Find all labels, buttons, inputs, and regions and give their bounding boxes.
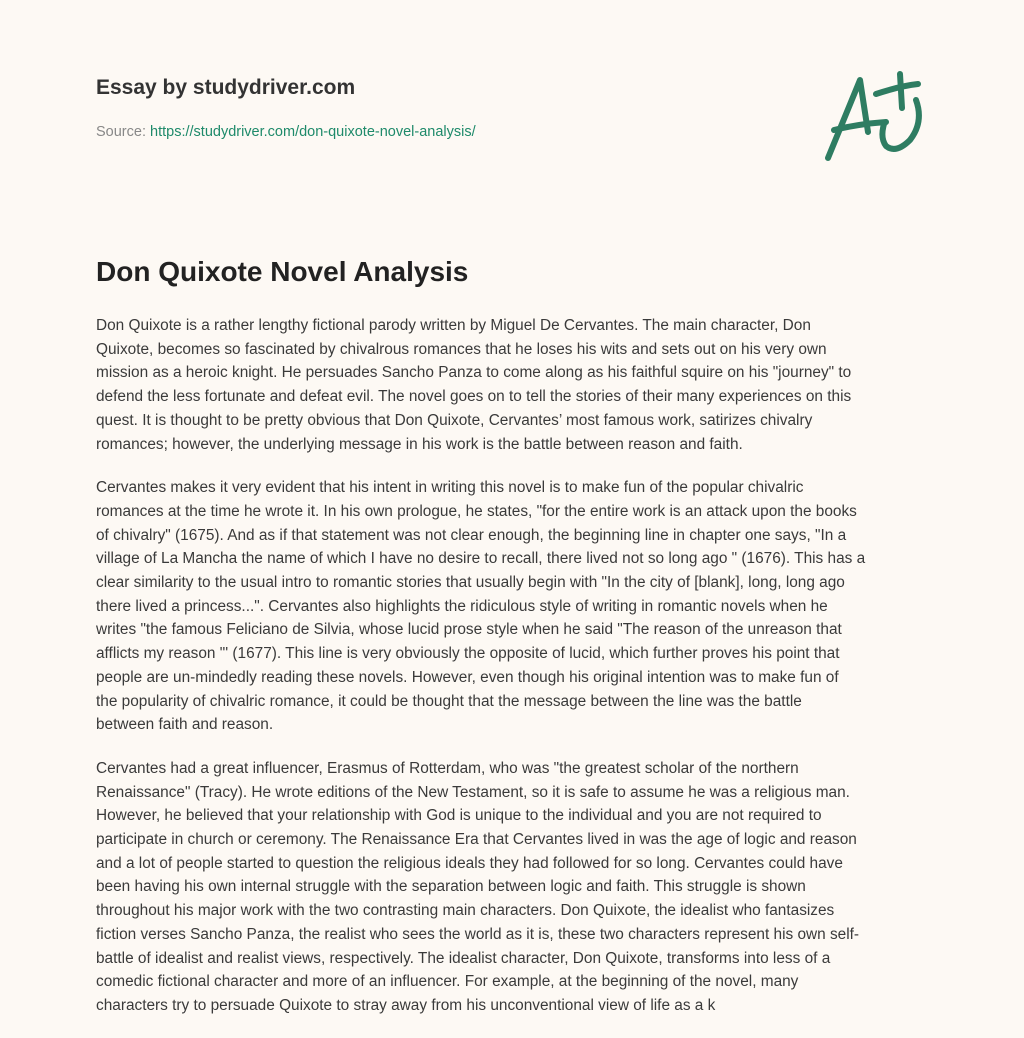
paragraph-line: Cervantes had a great influencer, Erasmus of Rotterdam, who was "the greatest scholar of the northern xyxy=(96,759,799,777)
article-title: Don Quixote Novel Analysis xyxy=(96,256,469,287)
paragraph-line: and a lot of people started to question the religious ideals they had followed for so long. Cervantes could have xyxy=(96,854,843,872)
a-plus-logo-icon xyxy=(818,62,938,172)
paragraph-line: the popularity of chivalric romance, it could be thought that the message between the line was the battle xyxy=(96,692,802,710)
paragraph-line: there lived a princess...". Cervantes also highlights the ridiculous style of writing in romantic novels when he xyxy=(96,597,828,615)
paragraph-line: Cervantes makes it very evident that his intent in writing this novel is to make fun of the popular chivalric xyxy=(96,479,804,497)
paragraph-line: of chivalry" (1675). And as if that statement was not clear enough, the beginning line in chapter one says, "In a xyxy=(96,526,847,544)
article-body xyxy=(96,314,936,1038)
paragraph-line: been having his own internal struggle with the separation between logic and faith. This struggle is shown xyxy=(96,878,806,896)
paragraph-line: Quixote, becomes so fascinated by chivalrous romances that he loses his wits and sets out on his very own xyxy=(96,340,827,358)
paragraph-line: writes "the famous Feliciano de Silvia, whose lucid prose style when he said "The reason of the unreason that xyxy=(96,621,842,639)
paragraph-line: fiction verses Sancho Panza, the realist who sees the world as it is, these two characters represent his own self- xyxy=(96,925,860,943)
source-link[interactable]: https://studydriver.com/don-quixote-novel-analysis/ xyxy=(150,124,476,140)
paragraph-line: However, he believed that your relationship with God is unique to the individual and you are not required to xyxy=(96,807,822,825)
source-line xyxy=(96,124,476,140)
article-paragraph xyxy=(96,476,936,737)
paragraph-line: afflicts my reason "' (1677). This line is very obviously the opposite of lucid, which further proves his point that xyxy=(96,645,840,663)
paragraph-line: between faith and reason. xyxy=(96,716,274,734)
paragraph-line: clear similarity to the usual intro to romantic stories that usually begin with "In the city of [blank], long, long ago xyxy=(96,574,845,592)
paragraph-line: defend the less fortunate and defeat evil. The novel goes on to tell the stories of their many experiences on this xyxy=(96,388,852,406)
paragraph-line: participate in church or ceremony. The Renaissance Era that Cervantes lived in was the age of logic and reason xyxy=(96,831,857,849)
source-label: Source: xyxy=(96,124,146,140)
paragraph-line: Renaissance" (Tracy). He wrote editions of the New Testament, so it is safe to assume he was a religious man. xyxy=(96,783,850,801)
site-label: Essay by studydriver.com xyxy=(96,76,356,99)
paragraph-line: romances; however, the underlying message in his work is the battle between reason and faith. xyxy=(96,435,743,453)
paragraph-line: quest. It is thought to be pretty obvious that Don Quixote, Cervantes’ most famous work, satirizes chivalry xyxy=(96,411,813,429)
paragraph-line: Don Quixote is a rather lengthy fictional parody written by Miguel De Cervantes. The main character, Don xyxy=(96,317,811,334)
paragraph-line: battle of idealist and realist views, respectively. The idealist character, Don Quixote, transforms into less of a xyxy=(96,949,831,967)
article-paragraph xyxy=(96,757,936,1018)
paragraph-line: comedic fictional character and more of an influencer. For example, at the beginning of the novel, many xyxy=(96,973,799,991)
paragraph-line: romances at the time he wrote it. In his own prologue, he states, "for the entire work is an attack upon the books xyxy=(96,502,857,520)
article-paragraph xyxy=(96,314,936,456)
paragraph-line: village of La Mancha the name of which I have no desire to recall, there lived not so long ago " (1676). This has a xyxy=(96,550,866,568)
paragraph-line: throughout his major work with the two contrasting main characters. Don Quixote, the idealist who fantasizes xyxy=(96,902,835,920)
paragraph-line: people are un-mindedly reading these novels. However, even though his original intention was to make fun of xyxy=(96,668,839,686)
paragraph-line: characters try to persuade Quixote to stray away from his unconventional view of life as a k xyxy=(96,996,716,1014)
paragraph-line: mission as a heroic knight. He persuades Sancho Panza to come along as his faithful squire on his "journey" to xyxy=(96,364,852,382)
